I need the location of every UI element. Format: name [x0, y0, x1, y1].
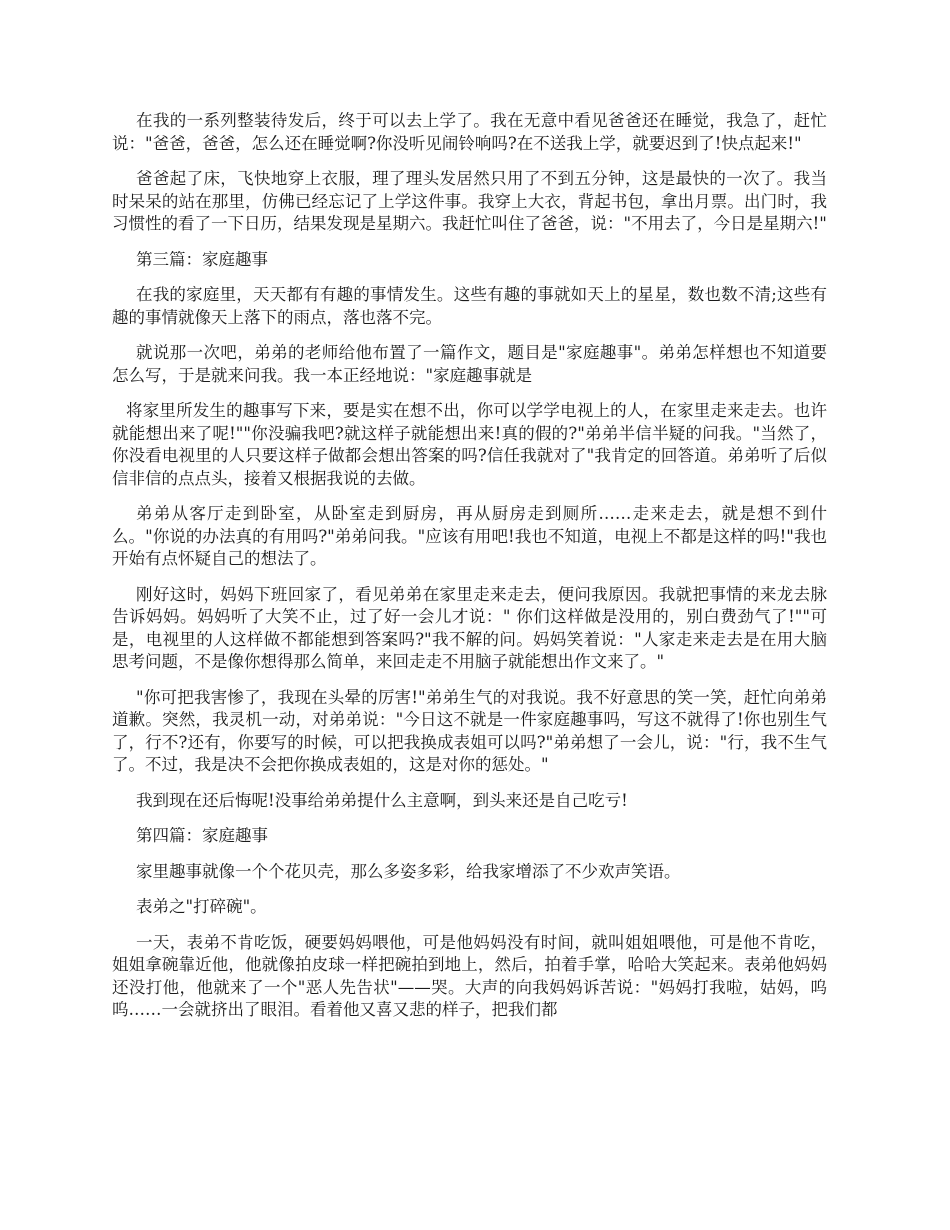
paragraph: 表弟之"打碎碗"。: [136, 897, 267, 916]
section-heading: 第三篇：家庭趣事: [136, 249, 268, 269]
paragraph: 一天，表弟不肯吃饭，硬要妈妈喂他，可是他妈妈没有时间，就叫姐姐喂他，可是他不肯吃，姐姐拿碗靠近他，他就像拍皮球一样把碗拍到地上，然后，拍着手掌，哈哈大笑起来。表弟他妈妈还没打他，他就来了一个"恶人先告状"——哭。大声的向我妈妈诉苦说："妈妈打我啦，姑妈，呜呜……一会就挤出了眼泪。看着他又喜又悲的样子，把我们都: [112, 932, 827, 1019]
paragraph: 弟弟从客厅走到卧室，从卧室走到厨房，再从厨房走到厕所……走来走去，就是想不到什么。"你说的办法真的有用吗?"弟弟问我。"应该有用吧!我也不知道，电视上不都是这样的吗!"我也开始有点怀疑自己的想法了。: [112, 504, 827, 568]
paragraph: 在我的一系列整装待发后，终于可以去上学了。我在无意中看见爸爸还在睡觉，我急了，赶忙说："爸爸，爸爸，怎么还在睡觉啊?你没听见闹铃响吗?在不送我上学，就要迟到了!快点起来!": [112, 111, 827, 153]
paragraph: 家里趣事就像一个个花贝壳，那么多姿多彩，给我家增添了不少欢声笑语。: [136, 861, 681, 881]
paragraph: 将家里所发生的趣事写下来，要是实在想不出，你可以学学电视上的人，在家里走来走去。也许就能想出来了呢!""你没骗我吧?就这样子就能想出来!真的假的?"弟弟半信半疑的问我。"当然了，你没看电视里的人只要这样子做都会想出答案的吗?信任我就对了"我肯定的回答道。弟弟听了后似信非信的点点头，接着又根据我说的去做。: [112, 401, 827, 488]
paragraph: 在我的家庭里，天天都有有趣的事情发生。这些有趣的事就如天上的星星，数也数不清;这些有趣的事情就像天上落下的雨点，落也落不完。: [112, 285, 827, 327]
paragraph: 就说那一次吧，弟弟的老师给他布置了一篇作文，题目是"家庭趣事"。弟弟怎样想也不知道要怎么写，于是就来问我。我一本正经地说："家庭趣事就是: [112, 343, 827, 385]
paragraph: "你可把我害惨了，我现在头晕的厉害!"弟弟生气的对我说。我不好意思的笑一笑，赶忙向弟弟道歉。突然，我灵机一动，对弟弟说："今日这不就是一件家庭趣事吗，写这不就得了!你也别生气了，行不?还有，你要写的时候，可以把我换成表姐可以吗?"弟弟想了一会儿，说："行，我不生气了。不过，我是决不会把你换成表姐的，这是对你的惩处。": [112, 687, 827, 774]
paragraph: 我到现在还后悔呢!没事给弟弟提什么主意啊，到头来还是自己吃亏!: [136, 790, 628, 810]
paragraph: 爸爸起了床，飞快地穿上衣服，理了理头发居然只用了不到五分钟，这是最快的一次了。我当时呆呆的站在那里，仿佛已经忘记了上学这件事。我穿上大衣，背起书包，拿出月票。出门时，我习惯性的看了一下日历，结果发现是星期六。我赶忙叫住了爸爸，说："不用去了，今日是星期六!": [112, 169, 827, 233]
section-heading: 第四篇：家庭趣事: [136, 826, 268, 845]
document-body: [112, 110, 827, 1035]
paragraph: 刚好这时，妈妈下班回家了，看见弟弟在家里走来走去，便问我原因。我就把事情的来龙去脉告诉妈妈。妈妈听了大笑不止，过了好一会儿才说：" 你们这样做是没用的，别白费劲气了!""可是，电视里的人这样做不都能想到答案吗?"我不解的问。妈妈笑着说："人家走来走去是在用大脑思考问题，不是像你想得那么简单，来回走走不用脑子就能想出作文来了。": [112, 584, 827, 671]
